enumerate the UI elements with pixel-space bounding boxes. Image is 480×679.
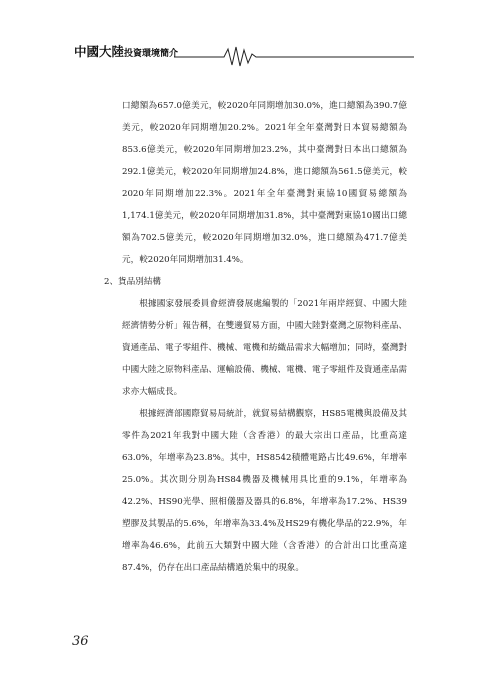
page-number: 36 bbox=[72, 634, 89, 649]
running-header bbox=[74, 41, 414, 67]
header-title-main: 中國大陸 bbox=[74, 44, 125, 59]
body-text bbox=[104, 95, 407, 579]
paragraph: 根據國家發展委員會經濟發展處編製的「2021年兩岸經貿、中國大陸經濟情勢分析」報告稱，在雙邊貿易方面，中國大陸對臺灣之原物料產品、資通產品、電子零組件、機械、電機和紡織品需求大幅增加；同時，臺灣對中國大陸之原物料產品、運輸設備、機械、電機、電子零組件及資通產品需求亦大幅成長。 bbox=[122, 299, 407, 397]
section-heading: 2、貨品別結構 bbox=[104, 277, 162, 287]
header-title bbox=[74, 41, 178, 60]
paragraph-continued: 口總額為657.0億美元，較2020年同期增加30.0%，進口總額為390.7億美元，較2020年同期增加20.2%。2021年全年臺灣對日本貿易總額為853.6億美元，較2020年同期增加23.2%，其中臺灣對日本出口總額為292.1億美元，較2020年同期增加24.8%，進口總額為561.5億美元，較2020年同期增加22.3%。2021年全年臺灣對東協10國貿易總額為1,174.1億美元，較2020年同期增加31.8%，其中臺灣對東協10國出口總額為702.5億美元，較2020年同期增加32.0%，進口總額為471.7億美元，較2020年同期增加31.4%。 bbox=[122, 101, 407, 265]
header-title-sub: 投資環境簡介 bbox=[124, 49, 179, 59]
paragraph: 根據經濟部國際貿易局統計，就貿易結構觀察，HS85電機與設備及其零件為2021年我對中國大陸（含香港）的最大宗出口產品，比重高達63.0%，年增率為23.8%。其中，HS8542積體電路占比49.6%，年增率25.0%。其次則分別為HS84機器及機械用具比重的9.1%，年增率為42.2%、HS90光學、照相儀器及器具的6.8%，年增率為17.2%、HS39塑膠及其製品的5.6%，年增率為33.4%及HS29有機化學品的22.9%，年增率為46.6%，此前五大類對中國大陸（含香港）的合計出口比重高達87.4%，仍存在出口產品結構過於集中的現象。 bbox=[122, 409, 407, 573]
